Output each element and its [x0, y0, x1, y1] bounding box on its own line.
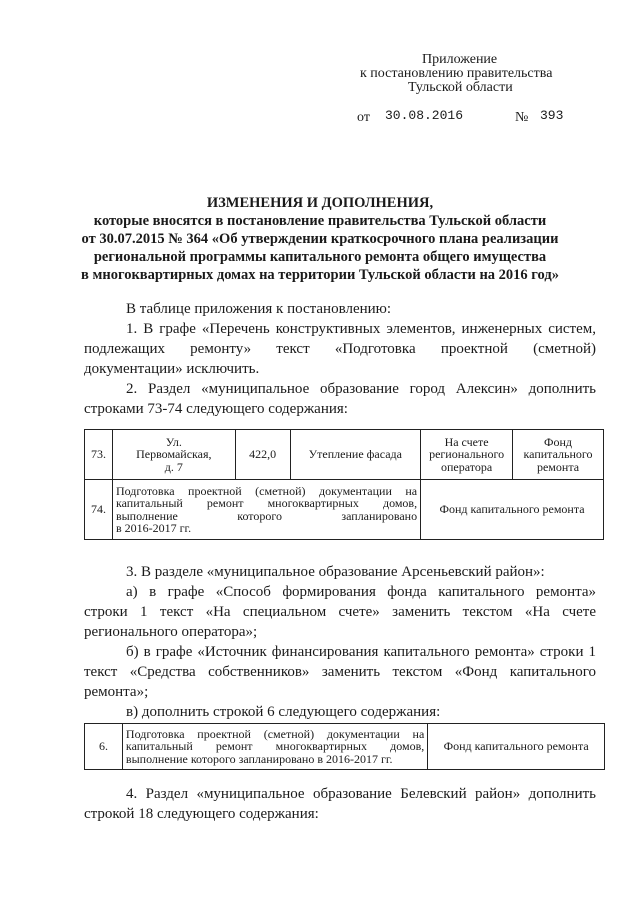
item3a-line1: а) в графе «Способ формирования фонда капитального ремонта»: [126, 584, 596, 600]
item3-paragraph: 3. В разделе «муниципальное образование Арсеньевский район»:: [126, 564, 545, 580]
funding-source-cell: Фонд капитального ремонта: [428, 724, 605, 770]
region-label: Тульской области: [408, 80, 513, 95]
description-line: капитальный ремонт многоквартирных домов,: [125, 739, 425, 754]
funding-source-line: Фонд: [544, 434, 573, 449]
item4-line2: строкой 18 следующего содержания:: [84, 806, 319, 822]
description-line: Подготовка проектной (сметной) документации на: [125, 726, 425, 741]
resolution-label: к постановлению правительства: [360, 66, 553, 81]
description-line: выполнение которого запланировано: [115, 508, 418, 523]
address-line: Первомайская,: [136, 447, 212, 462]
item1-line2: подлежащих ремонту» текст «Подготовка проектной (сметной): [84, 341, 596, 357]
table-row: [85, 430, 604, 480]
description-line: выполнение которого запланировано в 2016-2017 гг.: [125, 751, 393, 766]
title-line-4: региональной программы капитального ремонта общего имущества: [93, 249, 547, 265]
number-prefix: №: [515, 110, 529, 125]
title-line-3: от 30.07.2015 № 364 «Об утверждении краткосрочного плана реализации: [81, 231, 559, 247]
description-line: в 2016-2017 гг.: [115, 521, 192, 535]
item3b-line1: б) в графе «Источник финансирования капитального ремонта» строки 1: [126, 644, 596, 660]
item1-line3: документации» исключить.: [84, 361, 260, 377]
description-cell: [112, 480, 420, 540]
title-line-5: в многоквартирных домах на территории Тульской области на 2016 год»: [81, 267, 559, 283]
item3b-line3: ремонта»;: [84, 684, 149, 700]
address-cell: [112, 430, 235, 480]
fund-method-line: На счете: [444, 434, 489, 449]
funding-source-line: капитального: [523, 447, 593, 462]
intro-paragraph: В таблице приложения к постановлению:: [126, 301, 392, 317]
description-cell: [122, 724, 427, 770]
fund-method-line: оператора: [440, 459, 493, 474]
fund-method-line: регионального: [429, 447, 505, 462]
title-line-1: ИЗМЕНЕНИЯ И ДОПОЛНЕНИЯ,: [206, 195, 434, 211]
title-line-2: которые вносятся в постановление правительства Тульской области: [93, 213, 547, 229]
funding-source-line: ремонта: [536, 459, 580, 474]
date-prefix: от: [357, 110, 370, 125]
table-row: [85, 724, 605, 770]
description-line: Подготовка проектной (сметной) документации на: [115, 483, 418, 498]
table-rows-73-74: [84, 429, 604, 540]
item1-line1: 1. В графе «Перечень конструктивных элементов, инженерных систем,: [126, 321, 596, 337]
item3a-line3: регионального оператора»;: [84, 624, 258, 640]
row-number: 73.: [85, 430, 113, 480]
item3b-line2: текст «Средства собственников» заменить текстом «Фонд капитального: [84, 664, 596, 680]
work-cell: Утепление фасада: [290, 430, 421, 480]
item4-line1: 4. Раздел «муниципальное образование Белевский район» дополнить: [126, 786, 596, 802]
row-number: 74.: [85, 480, 113, 540]
resolution-date: 30.08.2016: [385, 108, 464, 123]
funding-source-cell: [513, 430, 604, 480]
description-line: капитальный ремонт многоквартирных домов,: [115, 496, 418, 510]
item3c-paragraph: в) дополнить строкой 6 следующего содержания:: [126, 704, 441, 720]
resolution-number: 393: [540, 108, 564, 123]
item2-line2: строками 73-74 следующего содержания:: [84, 401, 348, 417]
table-row-6: [84, 723, 605, 770]
address-line: Ул.: [165, 434, 182, 449]
appendix-label: Приложение: [422, 52, 498, 67]
address-line: д. 7: [164, 459, 183, 474]
fund-method-cell: [421, 430, 513, 480]
area-cell: 422,0: [235, 430, 290, 480]
item3a-line2: строки 1 текст «На специальном счете» заменить текстом «На счете: [84, 604, 596, 620]
item2-line1: 2. Раздел «муниципальное образование город Алексин» дополнить: [126, 381, 596, 397]
funding-source-cell: Фонд капитального ремонта: [421, 480, 604, 540]
table-row: [85, 480, 604, 540]
row-number: 6.: [85, 724, 123, 770]
